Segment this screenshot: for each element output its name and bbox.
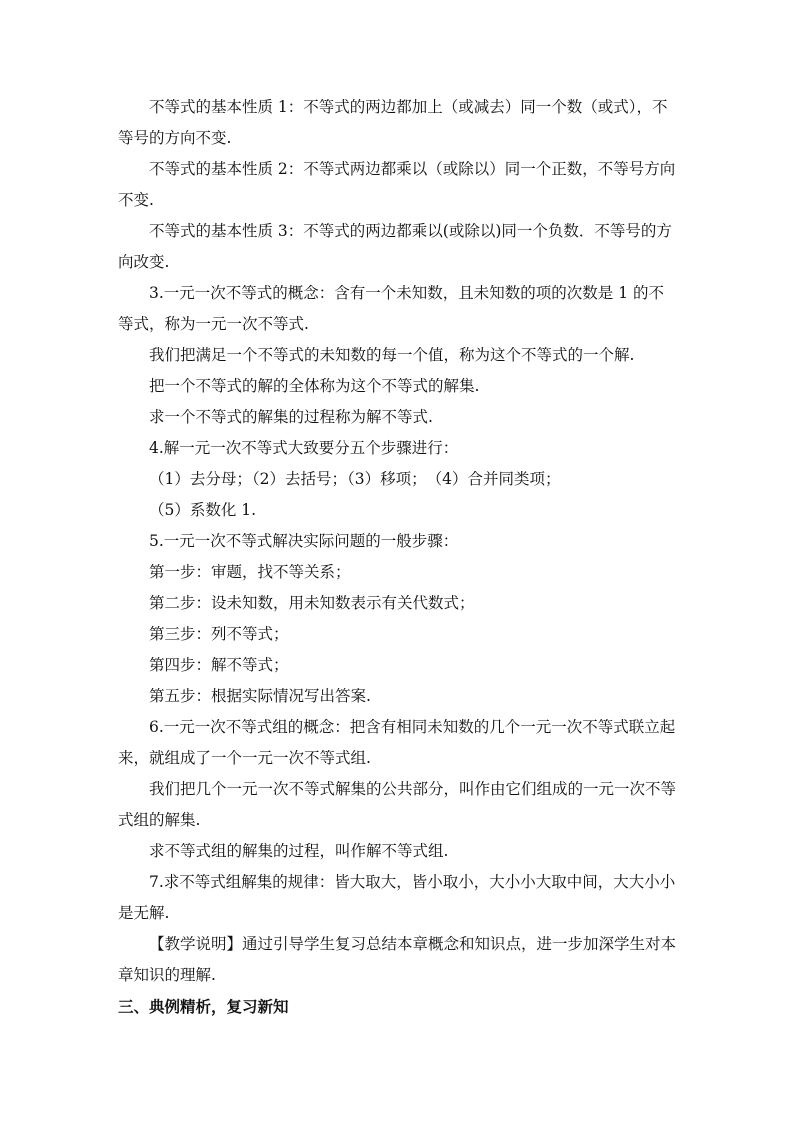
paragraph-system-rules: 7.求不等式组解集的规律：皆大取大，皆小取小，大小小大取中间，大大小小是无解.	[118, 873, 676, 922]
paragraph-system-concept: 6.一元一次不等式组的概念：把含有相同未知数的几个一元一次不等式联立起来，就组成了一个一元一次不等式组.	[118, 718, 676, 767]
paragraph-practical-step-3: 第三步：列不等式；	[149, 625, 289, 643]
paragraph-solving-definition: 求一个不等式的解集的过程称为解不等式.	[149, 408, 433, 426]
paragraph-five-steps-heading: 4.解一元一次不等式大致要分五个步骤进行：	[149, 439, 459, 457]
paragraph-solution-set-definition: 把一个不等式的解的全体称为这个不等式的解集.	[149, 377, 480, 395]
paragraph-steps-1-4: （1）去分母；（2）去括号；（3）移项； （4）合并同类项；	[149, 470, 561, 488]
paragraph-practical-step-1: 第一步：审题，找不等关系；	[149, 563, 351, 581]
paragraph-practical-step-2: 第二步：设未知数，用未知数表示有关代数式；	[149, 594, 475, 612]
paragraph-linear-inequality-concept: 3.一元一次不等式的概念：含有一个未知数，且未知数的项的次数是 1 的不等式，称为一元一次不等式.	[118, 284, 665, 333]
paragraph-practical-step-4: 第四步：解不等式；	[149, 656, 289, 674]
paragraph-property-2: 不等式的基本性质 2：不等式两边都乘以（或除以）同一个正数，不等号方向不变.	[118, 160, 676, 209]
paragraph-solving-system: 求不等式组的解集的过程，叫作解不等式组.	[149, 842, 449, 860]
paragraph-practical-steps-heading: 5.一元一次不等式解决实际问题的一般步骤：	[149, 532, 459, 550]
paragraph-property-3: 不等式的基本性质 3：不等式的两边都乘以(或除以)同一个负数．不等号的方向改变.	[118, 222, 672, 271]
paragraph-solution-definition: 我们把满足一个不等式的未知数的每一个值，称为这个不等式的一个解.	[149, 346, 635, 364]
paragraph-system-solution-set: 我们把几个一元一次不等式解集的公共部分，叫作由它们组成的一元一次不等式组的解集.	[118, 780, 677, 829]
paragraph-property-1: 不等式的基本性质 1：不等式的两边都加上（或减去）同一个数（或式），不等号的方向不变.	[118, 98, 668, 147]
section-heading: 三、典例精析，复习新知	[118, 997, 289, 1016]
paragraph-teaching-note: 【教学说明】通过引导学生复习总结本章概念和知识点，进一步加深学生对本章知识的理解.	[118, 935, 677, 984]
paragraph-step-5: （5）系数化 1.	[149, 501, 257, 519]
paragraph-practical-step-5: 第五步：根据实际情况写出答案.	[149, 687, 371, 705]
